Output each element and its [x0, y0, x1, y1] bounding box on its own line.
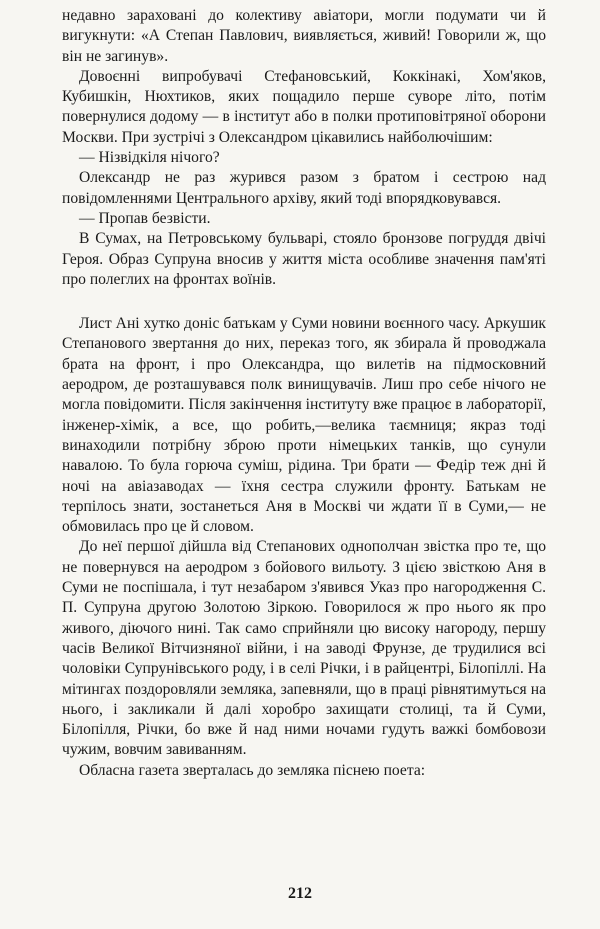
dialogue-line: — Пропав безвісти. — [79, 209, 211, 227]
paragraph: Олександр не раз журився разом з братом і сестрою над повідомленнями Центрального архіву, який тоді впорядковувався. — [62, 169, 546, 207]
dialogue-line: — Нізвідкіля нічого? — [79, 149, 220, 167]
paragraph: До неї першої дійшла від Степанових однополчан звістка про те, що не повернувся на аеродром з бойового вильоту. З цією звісткою Аня в Суми не поспішала, і тут незабаром з'явився Указ про нагородження С. П. Супруна другою Золотою Зіркою. Говорилося ж про нього як про живого, діючого нині. Так само сприйняли цю високу нагороду, першу часів Великої Вітчизняної війни, і на заводі Фрунзе, де трудилися всі чоловіки Супрунівського роду, і в селі Річки, і в райцентрі, Білопіллі. На мітингах поздоровляли земляка, запевняли, що в праці рівнятимуться на нього, і закликали й далі хоробро захищати столиці, та й Суми, Білопілля, Річки, бо вже й над ними ночами гудуть важкі бомбовози чужим, вовчим завиванням. — [62, 538, 546, 759]
paragraph: Обласна газета зверталась до земляка піснею поета: — [79, 761, 426, 779]
paragraph: Лист Ані хутко доніс батькам у Суми новини воєнного часу. Аркушик Степанового звертання до них, переказ того, як збирала й проводжала брата на фронт, і про Олександра, що вилетів на підмосковний аеродром, де розташувався полк винищувачів. Лиш про себе нічого не могла повідомити. Після закінчення інституту вже працює в лабораторії, інженер-хімік, а все, що робить,—велика таємниця; якраз тоді винаходили потрібну зброю проти німецьких танків, що сунули навалою. То була горюча суміш, рідина. Три брати — Федір теж дні й ночі на авіазаводах — їхня сестра служили фронту. Батькам не терпілось знати, зостанеться Аня в Москві чи ждати її в Суми,— не обмовилась про це й словом. — [62, 315, 546, 536]
page-number: 212 — [288, 885, 312, 902]
section-break — [62, 290, 546, 314]
paragraph: недавно зараховані до колективу авіатори, могли подумати чи й вигукнути: «А Степан Павлович, виявляється, живий! Говорили ж, що він не загинув». — [62, 7, 546, 65]
paragraph: Довоєнні випробувачі Стефановський, Коккінакі, Хом'яков, Кубишкін, Нюхтиков, яких пощадило перше суворе літо, потім повернулися додому — в інститут або в полки протиповітряної оборони Москви. При зустрічі з Олександром цікавились найболючішим: — [62, 67, 546, 146]
paragraph: В Сумах, на Петровському бульварі, стояло бронзове погруддя двічі Героя. Образ Супруна вносив у життя міста особливе значення пам'яті про полеглих на фронтах воїнів. — [62, 230, 546, 288]
